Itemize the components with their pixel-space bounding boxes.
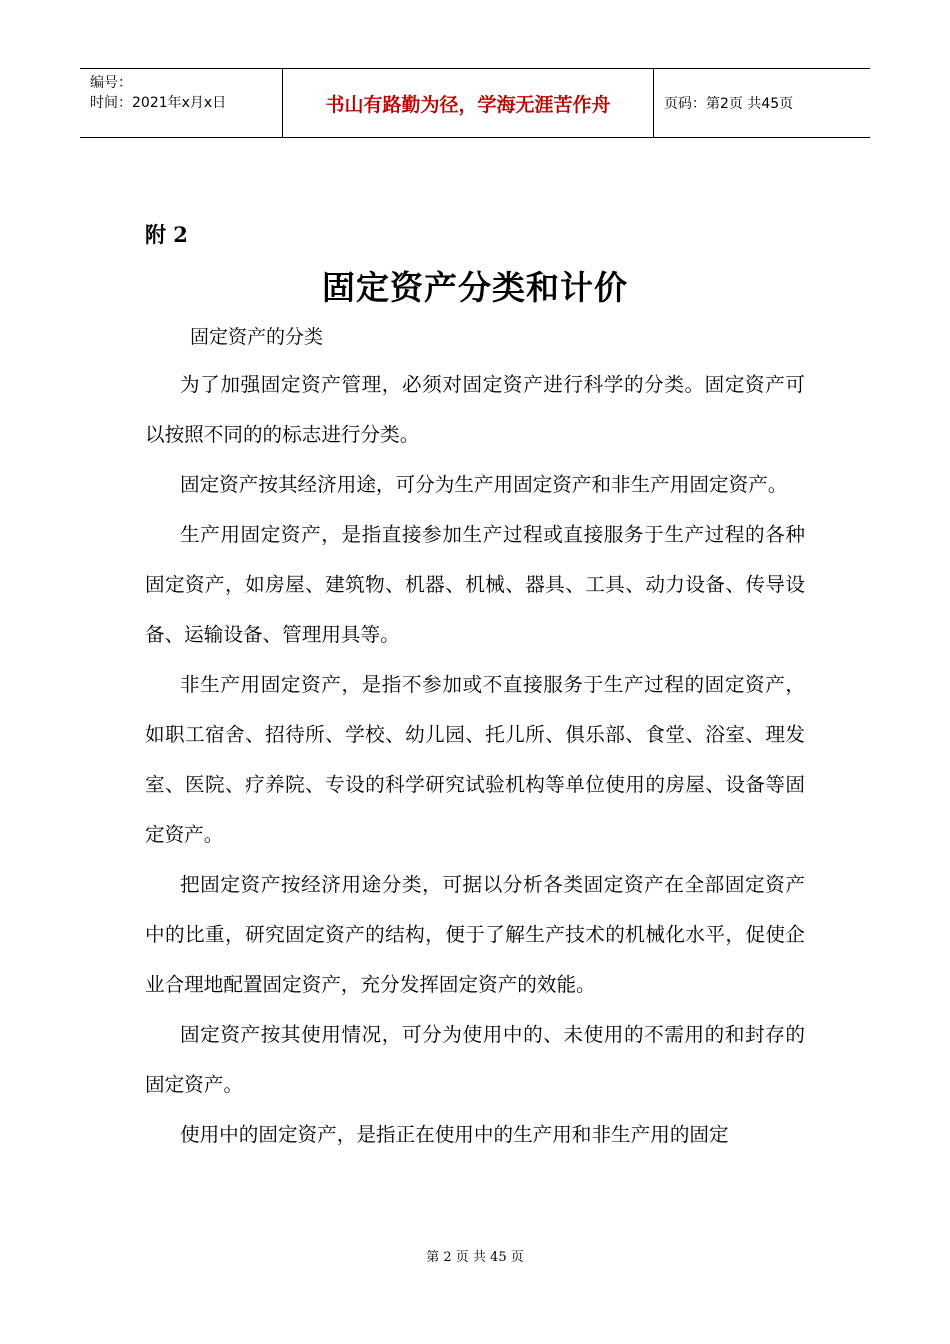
paragraph: 生产用固定资产，是指直接参加生产过程或直接服务于生产过程的各种固定资产，如房屋、建筑物、机器、机械、器具、工具、动力设备、传导设备、运输设备、管理用具等。 xyxy=(145,523,805,646)
date-label: 时间：2021年x月x日 xyxy=(90,95,227,111)
page-footer: 第 2 页 共 45 页 xyxy=(426,1250,524,1265)
section-heading: 固定资产的分类 xyxy=(190,326,324,348)
document-body xyxy=(145,360,805,1160)
document-title: 固定资产分类和计价 xyxy=(322,268,628,307)
page-header xyxy=(80,68,870,138)
header-page-info xyxy=(654,69,870,137)
header-motto xyxy=(282,69,654,137)
paragraph: 非生产用固定资产，是指不参加或不直接服务于生产过程的固定资产，如职工宿舍、招待所、学校、幼儿园、托儿所、俱乐部、食堂、浴室、理发室、医院、疗养院、专设的科学研究试验机构等单位使用的房屋、设备等固定资产。 xyxy=(145,673,805,846)
header-meta xyxy=(80,69,282,137)
annex-label: 附 2 xyxy=(145,222,188,247)
serial-label: 编号： xyxy=(90,75,132,91)
page-info-text: 页码：第2页 共45页 xyxy=(664,96,794,112)
paragraph: 固定资产按其经济用途，可分为生产用固定资产和非生产用固定资产。 xyxy=(180,473,788,496)
paragraph: 把固定资产按经济用途分类，可据以分析各类固定资产在全部固定资产中的比重，研究固定资产的结构，便于了解生产技术的机械化水平，促使企业合理地配置固定资产，充分发挥固定资产的效能。 xyxy=(145,873,805,996)
paragraph: 使用中的固定资产，是指正在使用中的生产用和非生产用的固定 xyxy=(180,1123,729,1146)
paragraph: 为了加强固定资产管理，必须对固定资产进行科学的分类。固定资产可以按照不同的的标志进行分类。 xyxy=(145,373,805,446)
paragraph: 固定资产按其使用情况，可分为使用中的、未使用的不需用的和封存的固定资产。 xyxy=(145,1023,805,1096)
motto-text: 书山有路勤为径，学海无涯苦作舟 xyxy=(325,93,611,116)
